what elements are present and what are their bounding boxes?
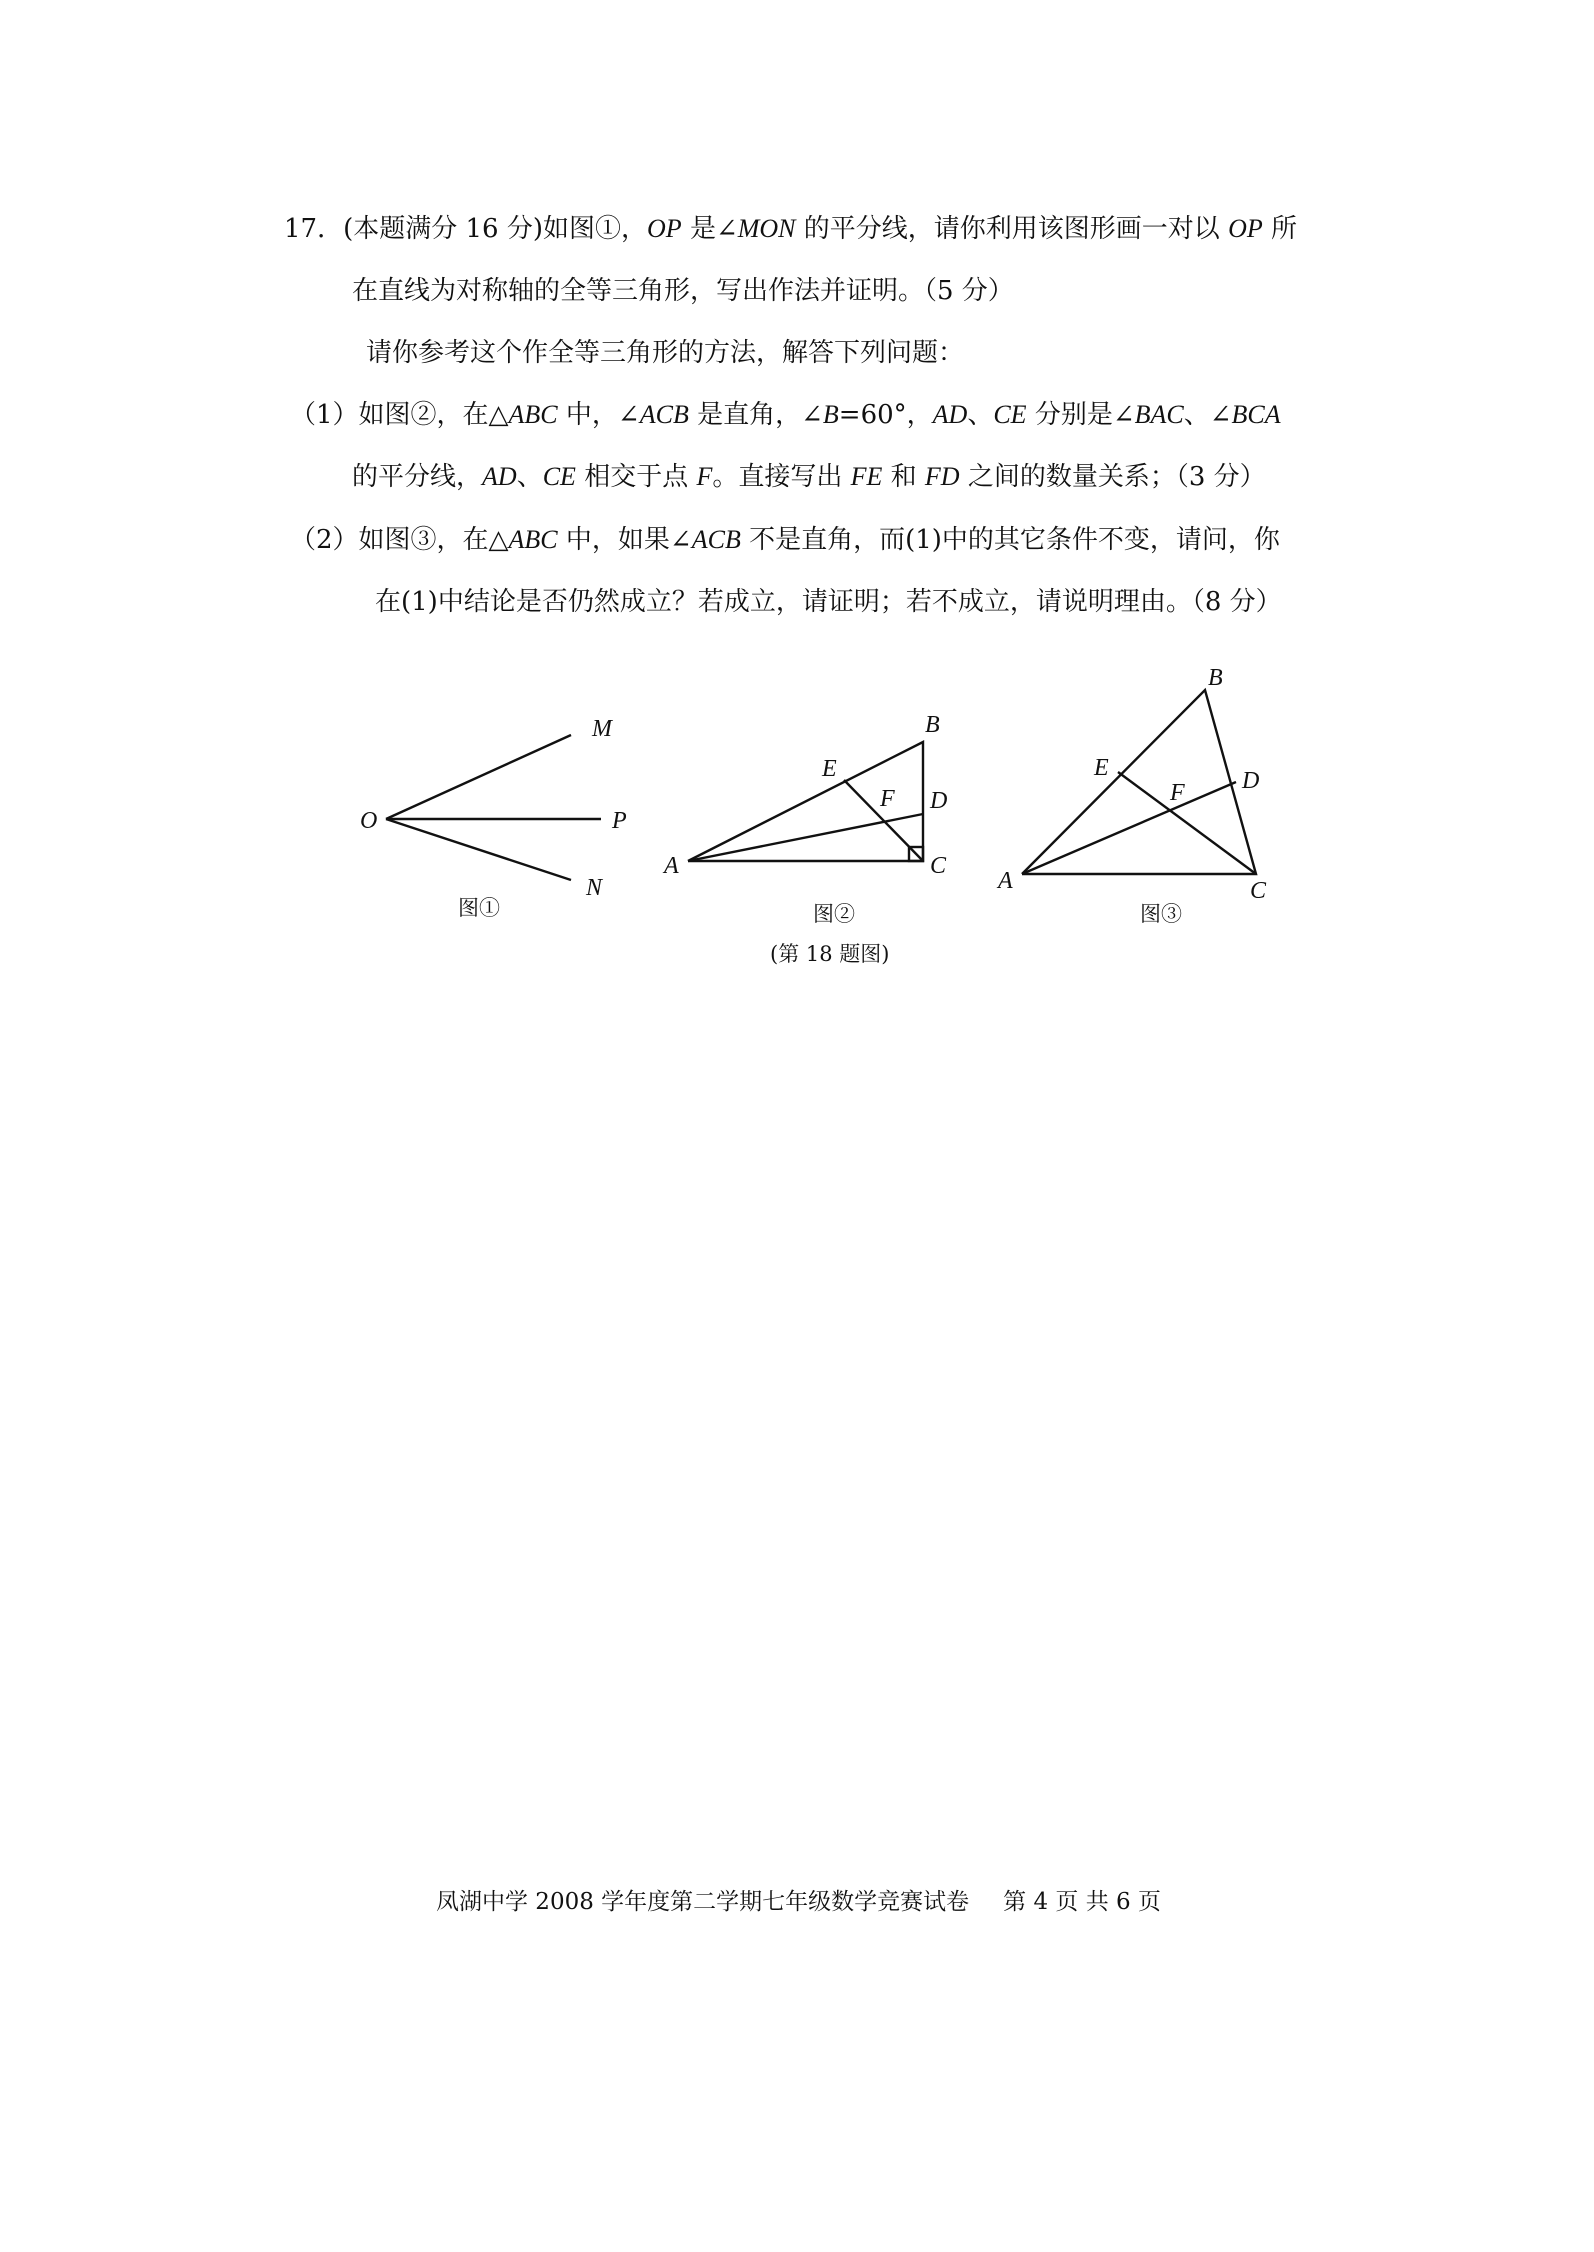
label-M: M	[592, 716, 612, 742]
label-E: E	[822, 756, 837, 782]
label-E-3: E	[1094, 755, 1109, 781]
label-N: N	[586, 875, 603, 901]
label-D-3: D	[1242, 768, 1260, 794]
figure-1	[360, 716, 627, 920]
label-C-3: C	[1250, 878, 1267, 904]
problem-score: (本题满分 16 分)	[343, 214, 543, 244]
ray-om	[386, 735, 571, 819]
label-P: P	[612, 808, 627, 834]
label-B-3: B	[1208, 665, 1223, 691]
figure-3-caption: 图③	[1140, 902, 1182, 926]
page-footer	[436, 1887, 1161, 1917]
label-C: C	[930, 853, 947, 879]
label-O: O	[360, 808, 378, 834]
part-1-line: （1）如图②，在△ABC 中，∠ACB 是直角，∠B=60°，AD、CE 分别是∠BAC、∠BCA	[290, 400, 1281, 430]
figures-group-caption: (第 18 题图)	[770, 942, 890, 966]
label-B: B	[925, 712, 940, 738]
footer-title: 凤湖中学 2008 学年度第二学期七年级数学竞赛试卷	[436, 1889, 970, 1915]
segment-ad-3	[1022, 782, 1236, 874]
label-A: A	[664, 853, 679, 879]
part-1-continuation: 的平分线，AD、CE 相交于点 F。直接写出 FE 和 FD 之间的数量关系；（3 分）	[352, 462, 1266, 492]
figure-2	[662, 712, 947, 926]
triangle-abc-3	[1022, 690, 1256, 874]
figure-2-caption: 图②	[813, 902, 855, 926]
figure-1-caption: 图①	[458, 896, 500, 920]
problem-number: 17．	[284, 214, 344, 244]
label-D: D	[930, 788, 948, 814]
problem-line-3: 请你参考这个作全等三角形的方法，解答下列问题：	[366, 338, 965, 368]
footer-page-number: 第 4 页 共 6 页	[1003, 1889, 1161, 1915]
ray-on	[386, 819, 571, 880]
part-2-line: （2）如图③，在△ABC 中，如果∠ACB 不是直角，而(1)中的其它条件不变，请问，你	[290, 525, 1280, 555]
label-A-3: A	[998, 868, 1013, 894]
part-2-continuation: 在(1)中结论是否仍然成立？若成立，请证明；若不成立，请说明理由。（8 分）	[375, 587, 1282, 617]
problem-header-line: 17．(本题满分 16 分)如图①，OP 是∠MON 的平分线，请你利用该图形画一对以 OP 所	[284, 214, 1297, 244]
problem-line-2: 在直线为对称轴的全等三角形，写出作法并证明。（5 分）	[352, 276, 1014, 306]
label-F-3: F	[1170, 780, 1185, 806]
label-F: F	[880, 786, 895, 812]
segment-ad	[688, 814, 923, 861]
figure-3	[996, 665, 1267, 926]
